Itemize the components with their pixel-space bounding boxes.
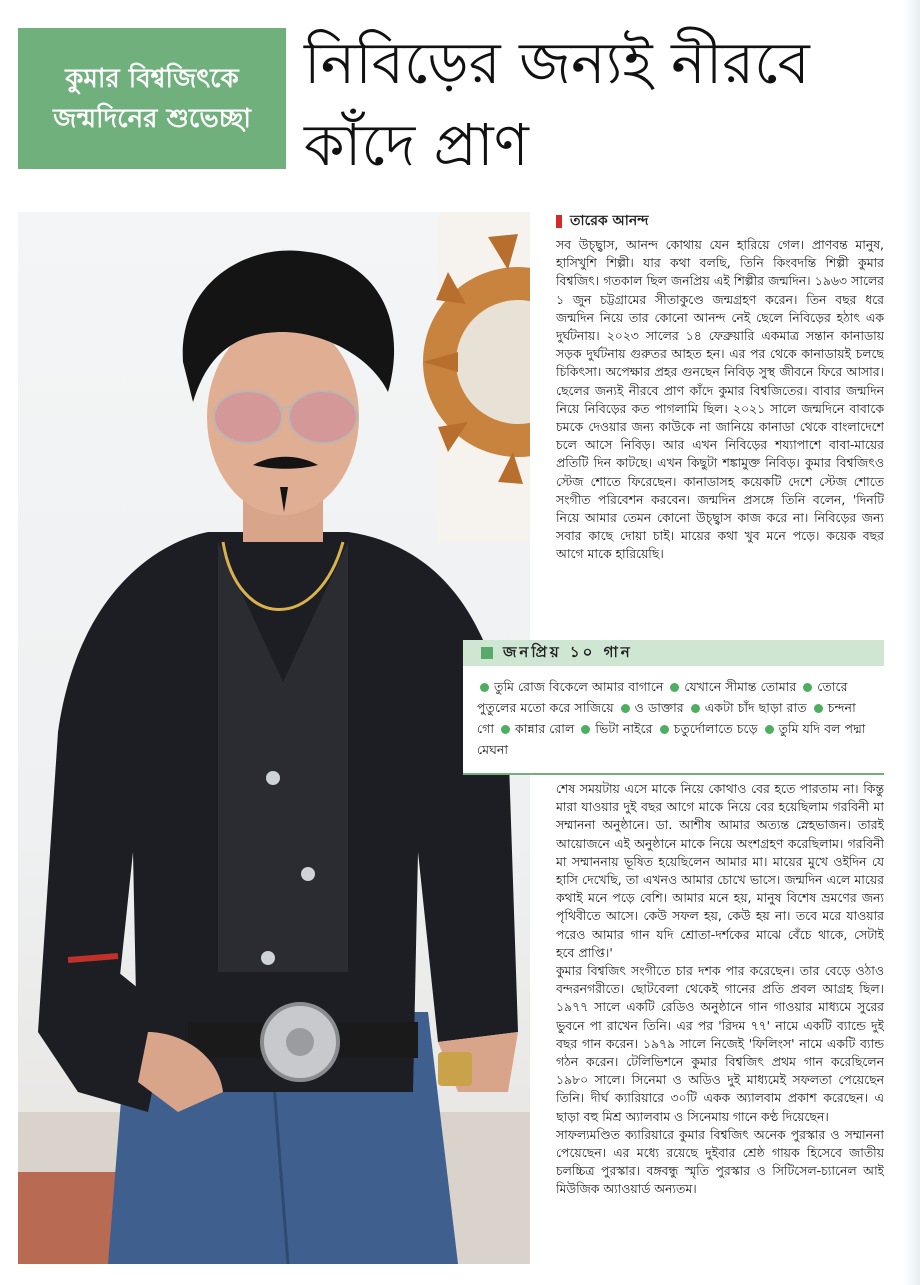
- song-item: একটা চাঁদ ছাড়া রাত: [704, 700, 807, 715]
- song-item: ও ডাক্তার: [634, 700, 684, 715]
- bullet-dot-icon: [621, 704, 630, 713]
- byline-author: তারেক আনন্দ: [570, 213, 649, 229]
- article-paragraph: কুমার বিশ্বজিৎ সংগীতে চার দশক পার করেছেন। তার বেড়ে ওঠাও বন্দরনগরীতে। ছোটবেলা থেকেই গানের প্রতি প্রবল আগ্রহ ছিল। ১৯৭৭ সালে একটি রেডিও অনুষ্ঠানে গান গাওয়ার মাধ্যমে সুরের ভুবনে পা রাখেন তিনি। এর পর 'রিদম ৭৭' নামে একটি ব্যান্ডে দুই বছর গান করেন। ১৯৭৯ সালে নিজেই 'ফিলিংস' নামে একটি ব্যান্ড গঠন করেন। টেলিভিশনে কুমার বিশ্বজিৎ প্রথম গান করেছিলেন ১৯৮০ সালে। সিনেমা ও অডিও দুই মাধ্যমেই সফলতা পেয়েছেন তিনি। দীর্ঘ ক্যারিয়ারে ৩০টি একক অ্যালবাম প্রকাশ করেছেন। এ ছাড়া বহু মিশ্র অ্যালবাম ও সিনেমায় গানে কণ্ঠ দিয়েছেন।: [556, 963, 884, 1124]
- bullet-dot-icon: [660, 725, 669, 734]
- bullet-dot-icon: [581, 725, 590, 734]
- article-column-top: [556, 236, 884, 626]
- headline: [304, 22, 894, 186]
- song-item: ভিটা নাইরে: [595, 721, 653, 736]
- song-item: তুমি রোজ বিকেলে আমার বাগানে: [494, 679, 664, 694]
- bullet-dot-icon: [691, 704, 700, 713]
- page-edge: [904, 0, 920, 1285]
- song-item: কান্নার রোল: [515, 721, 575, 736]
- popular-songs-header: [463, 640, 884, 666]
- song-item: তোরে পুতুলের মতো করে সাজিয়ে: [477, 679, 848, 715]
- square-bullet-icon: [481, 647, 493, 659]
- article-paragraph: সব উচ্ছ্বাস, আনন্দ কোথায় যেন হারিয়ে গেল। প্রাণবন্ত মানুষ, হাসিখুশি শিল্পী। যার কথা বলছি, তিনি কিংবদন্তি শিল্পী কুমার বিশ্বজিৎ। গতকাল ছিল জনপ্রিয় এই শিল্পীর জন্মদিন। ১৯৬৩ সালের ১ জুন চট্টগ্রামের সীতাকুণ্ডে জন্মগ্রহণ করেন। তিন বছর ধরে জন্মদিন নিয়ে তার কোনো আনন্দ নেই ছেলে নিবিড়ের হঠাৎ এক দুর্ঘটনায়। ২০২৩ সালের ১৪ ফেব্রুয়ারি একমাত্র সন্তান কানাডায় সড়ক দুর্ঘটনায় গুরুতর আহত হন। এর পর থেকে কানাডায়ই চলছে চিকিৎসা। অপেক্ষার প্রহর গুনছেন নিবিড় সুস্থ জীবনে ফিরে আসার। ছেলের জন্যই নীরবে প্রাণ কাঁদে কুমার বিশ্বজিতের। বাবার জন্মদিন নিয়ে নিবিড়ের কত পাগলামি ছিল। ২০২১ সালে জন্মদিনে বাবাকে চমকে দেওয়ার জন্য কাউকে না জানিয়ে কানাডা থেকে বাংলাদেশে চলে আসে নিবিড়। আর এখন নিবিড়ের শয্যাপাশে বাবা-মায়ের প্রতিটি দিন কাটছে। এখন কিছুটা শঙ্কামুক্ত নিবিড়। কুমার বিশ্বজিৎও স্টেজ শোতে ফিরেছেন। কানাডাসহ কয়েকটি দেশে স্টেজ শোতে সংগীত পরিবেশন করবেন। জন্মদিন প্রসঙ্গে তিনি বলেন, 'দিনটি নিয়ে আমার তেমন কোনো উচ্ছ্বাস কাজ করে না। নিবিড়ের জন্য সবার কাছে দোয়া চাই। মায়ের কথা খুব মনে পড়ে। কয়েক বছর আগে মাকে হারিয়েছি।: [556, 237, 884, 562]
- artist-photo-illustration: [18, 212, 530, 1264]
- song-item: চতুর্দোলাতে চড়ে: [673, 721, 758, 736]
- article-paragraph: সাফল্যমণ্ডিত ক্যারিয়ারে কুমার বিশ্বজিৎ অনেক পুরস্কার ও সম্মাননা পেয়েছেন। এর মধ্যে রয়েছে দুইবার শ্রেষ্ঠ গায়ক হিসেবে জাতীয় চলচ্চিত্র পুরস্কার। বঙ্গবন্ধু স্মৃতি পুরস্কার ও সিটিসেল-চ্যানেল আই মিউজিক অ্যাওয়ার্ড অন্যতম।: [556, 1126, 884, 1197]
- popular-songs-list: [463, 666, 884, 760]
- song-item: চন্দনা গো: [477, 700, 856, 736]
- byline: [556, 209, 648, 233]
- song-item: তুমি যদি বল পদ্মা মেঘনা: [477, 721, 866, 757]
- kicker-box: [18, 28, 286, 169]
- headline-line-2: কাঁদে প্রাণ: [304, 111, 529, 179]
- article-paragraph: শেষ সময়টায় এসে মাকে নিয়ে কোথাও বের হতে পারতাম না। কিন্তু মারা যাওয়ার দুই বছর আগে মাকে নিয়ে বের হয়েছিলাম গরবিনী মা সম্মাননা অনুষ্ঠানে। ডা. আশীষ আমার অত্যন্ত স্নেহভাজন। তারই আয়োজনে এই অনুষ্ঠানে মাকে নিয়ে অংশগ্রহণ করেছিলাম। গরবিনী মা সম্মাননায় ভূষিত হয়েছিলেন আমার মা। মায়ের মুখে ওইদিন যে হাসি দেখেছি, তা এখনও আমার চোখে ভাসে। জন্মদিন এলে মায়ের কথাই মনে পড়ে বেশি। আমার মনে হয়, মানুষ বিশেষ ভ্রমণের জন্য পৃথিবীতে আসে। কেউ সফল হয়, কেউ হয় না। তবে মরে যাওয়ার পরেও আমার গান যদি শ্রোতা-দর্শকের মাঝে বেঁচে থাকে, সেটাই হবে প্রাপ্তি।': [556, 781, 884, 960]
- artist-photo: [18, 212, 530, 1264]
- popular-songs-title: জনপ্রিয় ১০ গান: [503, 642, 633, 661]
- song-item: যেখানে সীমান্ত তোমার: [684, 679, 797, 694]
- kicker-line-1: কুমার বিশ্বজিৎকে: [65, 63, 239, 94]
- popular-songs-box: [463, 640, 884, 775]
- bullet-dot-icon: [765, 725, 774, 734]
- article-column-bottom: [556, 780, 884, 1266]
- kicker-line-2: জন্মদিনের শুভেচ্ছা: [53, 103, 251, 134]
- bullet-dot-icon: [501, 725, 510, 734]
- byline-marker: [556, 215, 562, 228]
- bullet-dot-icon: [814, 704, 823, 713]
- headline-line-1: নিবিড়ের জন্যই নীরবে: [304, 29, 810, 97]
- bullet-dot-icon: [803, 683, 812, 692]
- bullet-dot-icon: [480, 683, 489, 692]
- bullet-dot-icon: [670, 683, 679, 692]
